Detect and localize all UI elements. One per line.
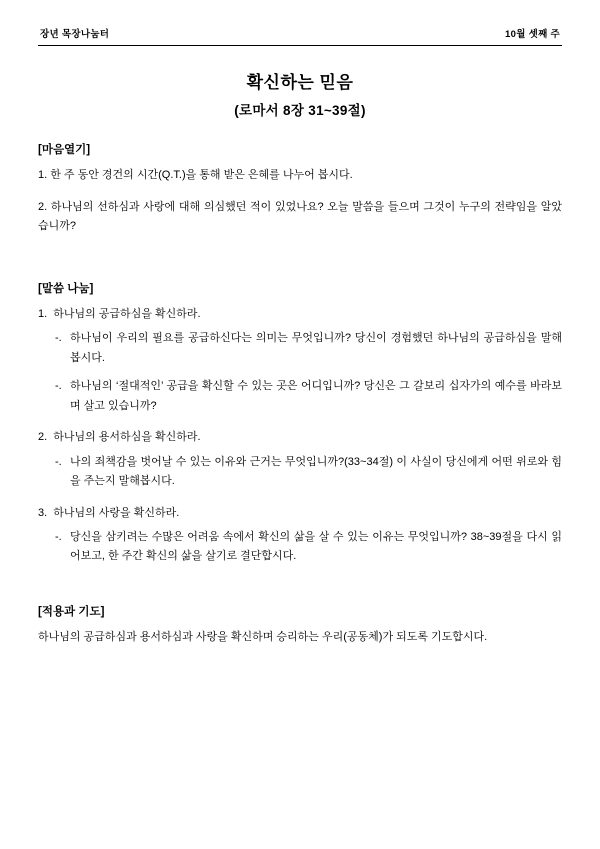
dash-marker: -. (55, 331, 62, 344)
section-share (38, 280, 562, 567)
share-point-2-text: 하나님의 용서하심을 확신하라. (53, 431, 201, 444)
share-point-1-sublist (38, 329, 562, 416)
share-point-3 (38, 504, 562, 523)
header-left-label: 장년 목장나눔터 (40, 29, 110, 40)
list-item-text: 당신을 삼키려는 수많은 어려움 속에서 확신의 삶을 살 수 있는 이유는 무엇입니까? 38~39절을 다시 읽어보고, 한 주간 확신의 삶을 살기로 결단합시다. (70, 530, 562, 563)
dash-marker: -. (55, 530, 62, 543)
section-open (38, 141, 562, 237)
open-item-2-text: 하나님의 선하심과 사랑에 대해 의심했던 적이 있었나요? 오늘 말씀을 들으며 그것이 누구의 전략임을 알았습니까? (38, 201, 562, 233)
page-header (38, 26, 562, 45)
open-item-2-number: 2. (38, 201, 48, 214)
open-item-1-number: 1. (38, 168, 48, 181)
open-item-2 (38, 198, 562, 237)
section-heading-open: [마음열기] (38, 143, 91, 156)
apply-text: 하나님의 공급하심과 용서하심과 사랑을 확신하며 승리하는 우리(공동체)가 되도록 기도합시다. (38, 631, 488, 644)
share-point-1 (38, 305, 562, 324)
share-point-2-number: 2. (38, 431, 48, 444)
page-subtitle: (로마서 8장 31~39절) (234, 102, 366, 118)
title-block (38, 72, 562, 119)
share-point-2 (38, 428, 562, 447)
section-apply (38, 603, 562, 647)
list-item-text: 나의 죄책감을 벗어날 수 있는 이유와 근거는 무엇입니까?(33~34절) 이 사실이 당신에게 어떤 위로와 힘을 주는지 말해봅시다. (70, 455, 562, 488)
list-item-text: 하나님이 우리의 필요를 공급하신다는 의미는 무엇입니까? 당신이 경험했던 하나님의 공급하심을 말해봅시다. (70, 331, 562, 364)
share-point-2-sublist (38, 453, 562, 492)
spacer (38, 579, 562, 593)
list-item (38, 453, 562, 492)
open-item-1-text: 한 주 동안 경건의 시간(Q.T.)을 통해 받은 은혜를 나누어 봅시다. (50, 168, 353, 181)
list-item-text: 하나님의 ‘절대적인’ 공급을 확신할 수 있는 곳은 어디입니까? 당신은 그 갈보리 십자가의 예수를 바라보며 살고 있습니까? (70, 380, 562, 412)
section-heading-apply: [적용과 기도] (38, 606, 105, 619)
share-point-1-number: 1. (38, 307, 48, 320)
list-item (38, 528, 562, 567)
list-item (38, 329, 562, 368)
header-right-label: 10월 셋째 주 (505, 29, 560, 40)
open-item-1 (38, 166, 562, 185)
dash-marker: -. (55, 380, 62, 393)
share-point-3-number: 3. (38, 506, 48, 519)
spacer (38, 250, 562, 264)
dash-marker: -. (55, 455, 62, 468)
share-point-1-text: 하나님의 공급하심을 확신하라. (53, 307, 201, 320)
section-heading-share: [말씀 나눔] (38, 282, 94, 295)
share-point-3-sublist (38, 528, 562, 567)
page-title: 확신하는 믿음 (246, 73, 354, 92)
header-divider (38, 45, 562, 46)
share-point-3-text: 하나님의 사랑을 확신하라. (53, 506, 180, 519)
list-item (38, 377, 562, 416)
